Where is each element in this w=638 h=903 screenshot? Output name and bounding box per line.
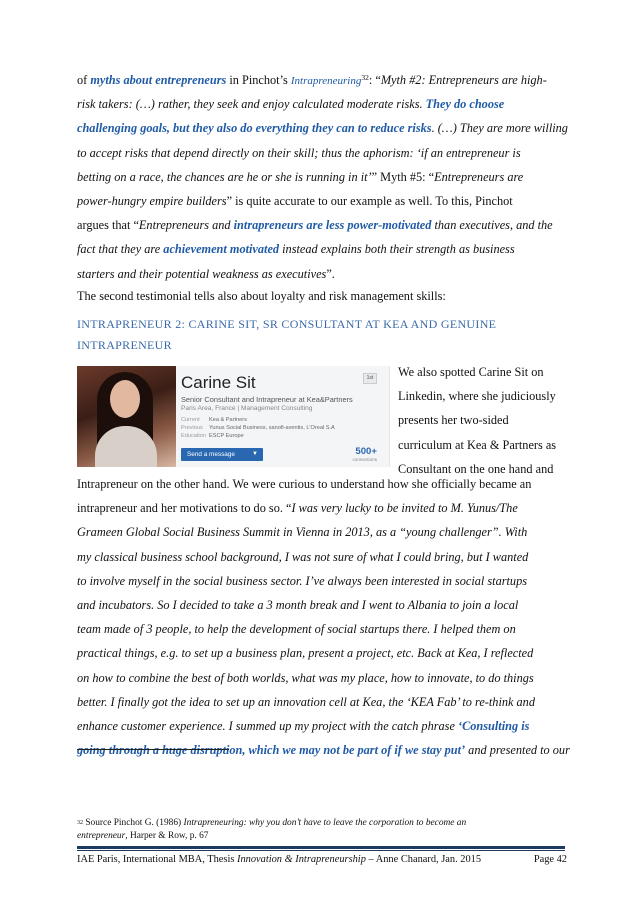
heading-line: INTRAPRENEUR <box>77 338 172 352</box>
profile-photo <box>77 366 176 467</box>
text: : “ <box>368 73 381 87</box>
side-paragraph <box>398 360 568 481</box>
highlight-text: They do choose <box>422 97 505 112</box>
text: Consultant on the one hand and <box>398 461 554 476</box>
text: We also spotted Carine Sit on <box>398 365 544 379</box>
heading-line: INTRAPRENEUR 2: CARINE SIT, SR CONSULTANT AT KEA AND GENUINE <box>77 317 497 331</box>
text: Intrapreneur on the other hand. We were curious to understand how she officially became an <box>77 477 532 491</box>
footnote-ref[interactable]: 32 <box>361 73 369 82</box>
page-number: Page 42 <box>533 854 567 865</box>
send-message-button[interactable]: Send a message ▼ <box>181 448 263 461</box>
quote-text: my classical business school background, I was not sure of what I could bring, but I wanted <box>77 549 529 564</box>
book-title: Intrapreneuring <box>290 75 362 87</box>
page-footer: IAE Paris, International MBA, Thesis Innovation & Intrapreneurship – Anne Chanard, Jan. 2015 Page 42 <box>77 854 567 865</box>
text: curriculum at Kea & Partners as <box>398 437 557 452</box>
footnote-number: 32 <box>77 820 83 826</box>
quote-text: power-hungry empire builders <box>77 193 227 208</box>
footer-rule <box>77 850 565 851</box>
quote-text: risk takers: (…) rather, they seek and enjoy calculated moderate risks. <box>77 97 423 112</box>
footnote: $^{32}$ Source Pinchot G. (1986) Intrapreneuring: why you don’t have to leave the corporation to become an entrepreneur, Harper & Row, p. 67 <box>77 818 467 841</box>
highlight-text: going through a huge disruption, which we may not be part of if we stay put’ <box>77 743 466 758</box>
quote-text: than executives, and the <box>431 218 553 233</box>
chevron-down-icon: ▼ <box>252 451 258 457</box>
text: in Pinchot’s <box>226 73 291 87</box>
paragraph-carine <box>77 472 570 762</box>
paragraph-second-testimonial <box>77 284 567 308</box>
text: of <box>77 73 91 87</box>
text: ” Myth #5: “ <box>371 169 435 184</box>
text: intrapreneur and her motivations to do so. “ <box>77 501 292 516</box>
highlight-text: myths about entrepreneurs <box>90 73 227 87</box>
text: The second testimonial tells also about loyalty and risk management skills: <box>77 289 446 303</box>
text: argues that “ <box>77 218 139 233</box>
quote-text: better. I finally got the idea to set up an innovation cell at Kea, the ‘KEA Fab’ to re-think and <box>77 694 535 709</box>
text: ”. <box>326 266 335 281</box>
quote-text: I was very lucky to be invited to M. Yunus/The <box>291 501 518 516</box>
quote-text: fact that they are <box>77 242 164 257</box>
profile-current: Current Kea & Partners <box>181 417 247 423</box>
text: Linkedin, where she judiciously <box>398 389 556 404</box>
quote-text: enhance customer experience. I summed up my project with the catch phrase <box>77 718 458 733</box>
quote-text: and presented to our <box>465 743 570 758</box>
profile-area: Paris Area, France | Management Consulting <box>181 405 313 412</box>
text: ” is quite accurate to our example as well. To this, Pinchot <box>226 193 513 208</box>
paragraph-myths <box>77 68 567 286</box>
linkedin-profile-card <box>77 366 390 467</box>
footnote-separator <box>77 749 229 750</box>
quote-text: Entrepreneurs are <box>434 169 524 184</box>
quote-text: Grameen Global Social Business Summit in Vienna in 2013, as a “young challenger”. With <box>77 525 528 540</box>
profile-previous: Previous Yunus Social Business, sanofi-aventis, L'Oreal S.A <box>181 425 335 431</box>
highlight-text: ‘Consulting is <box>457 718 530 733</box>
quote-text: on how to combine the best of both worlds, what was my place, how to innovate, to do things <box>77 670 534 685</box>
highlight-text: intrapreneurs are less power-motivated <box>233 218 432 233</box>
quote-text: Myth #2: Entrepreneurs are high- <box>380 73 547 87</box>
quote-text: to accept risks that depend directly on their skill; thus the aphorism: ‘if an entrepreneur is <box>77 145 521 160</box>
quote-text: instead explains both their strength as business <box>279 242 515 257</box>
quote-text: . (…) They are more willing <box>431 121 568 136</box>
footer-rule <box>77 846 565 849</box>
profile-name: Carine Sit <box>181 373 256 392</box>
quote-text: team made of 3 people, to help the development of social startups there. I helped them on <box>77 622 516 637</box>
connections-count: 500+ connections <box>352 446 377 462</box>
highlight-text: challenging goals, but they also do everything they can to reduce risks <box>77 121 432 136</box>
quote-text: starters and their potential weakness as executives <box>77 266 327 281</box>
quote-text: to involve myself in the social business sector. I’ve always been interested in social startups <box>77 573 528 588</box>
section-heading <box>77 314 567 356</box>
text: presents her two-sided <box>398 413 509 428</box>
connection-degree-badge: 1st <box>363 373 377 384</box>
quote-text: and incubators. So I decided to take a 3 month break and I went to Albania to join a local <box>77 597 519 612</box>
highlight-text: achievement motivated <box>163 242 280 257</box>
quote-text: betting on a race, the chances are he or she is running in it’ <box>77 169 372 184</box>
profile-title: Senior Consultant and Intrapreneur at Kea&Partners <box>181 395 353 404</box>
quote-text: practical things, e.g. to set up a business plan, present a project, etc. Back at Kea, I reflected <box>77 646 534 661</box>
profile-education: Education ESCP Europe <box>181 433 244 439</box>
quote-text: Entrepreneurs and <box>138 218 234 233</box>
